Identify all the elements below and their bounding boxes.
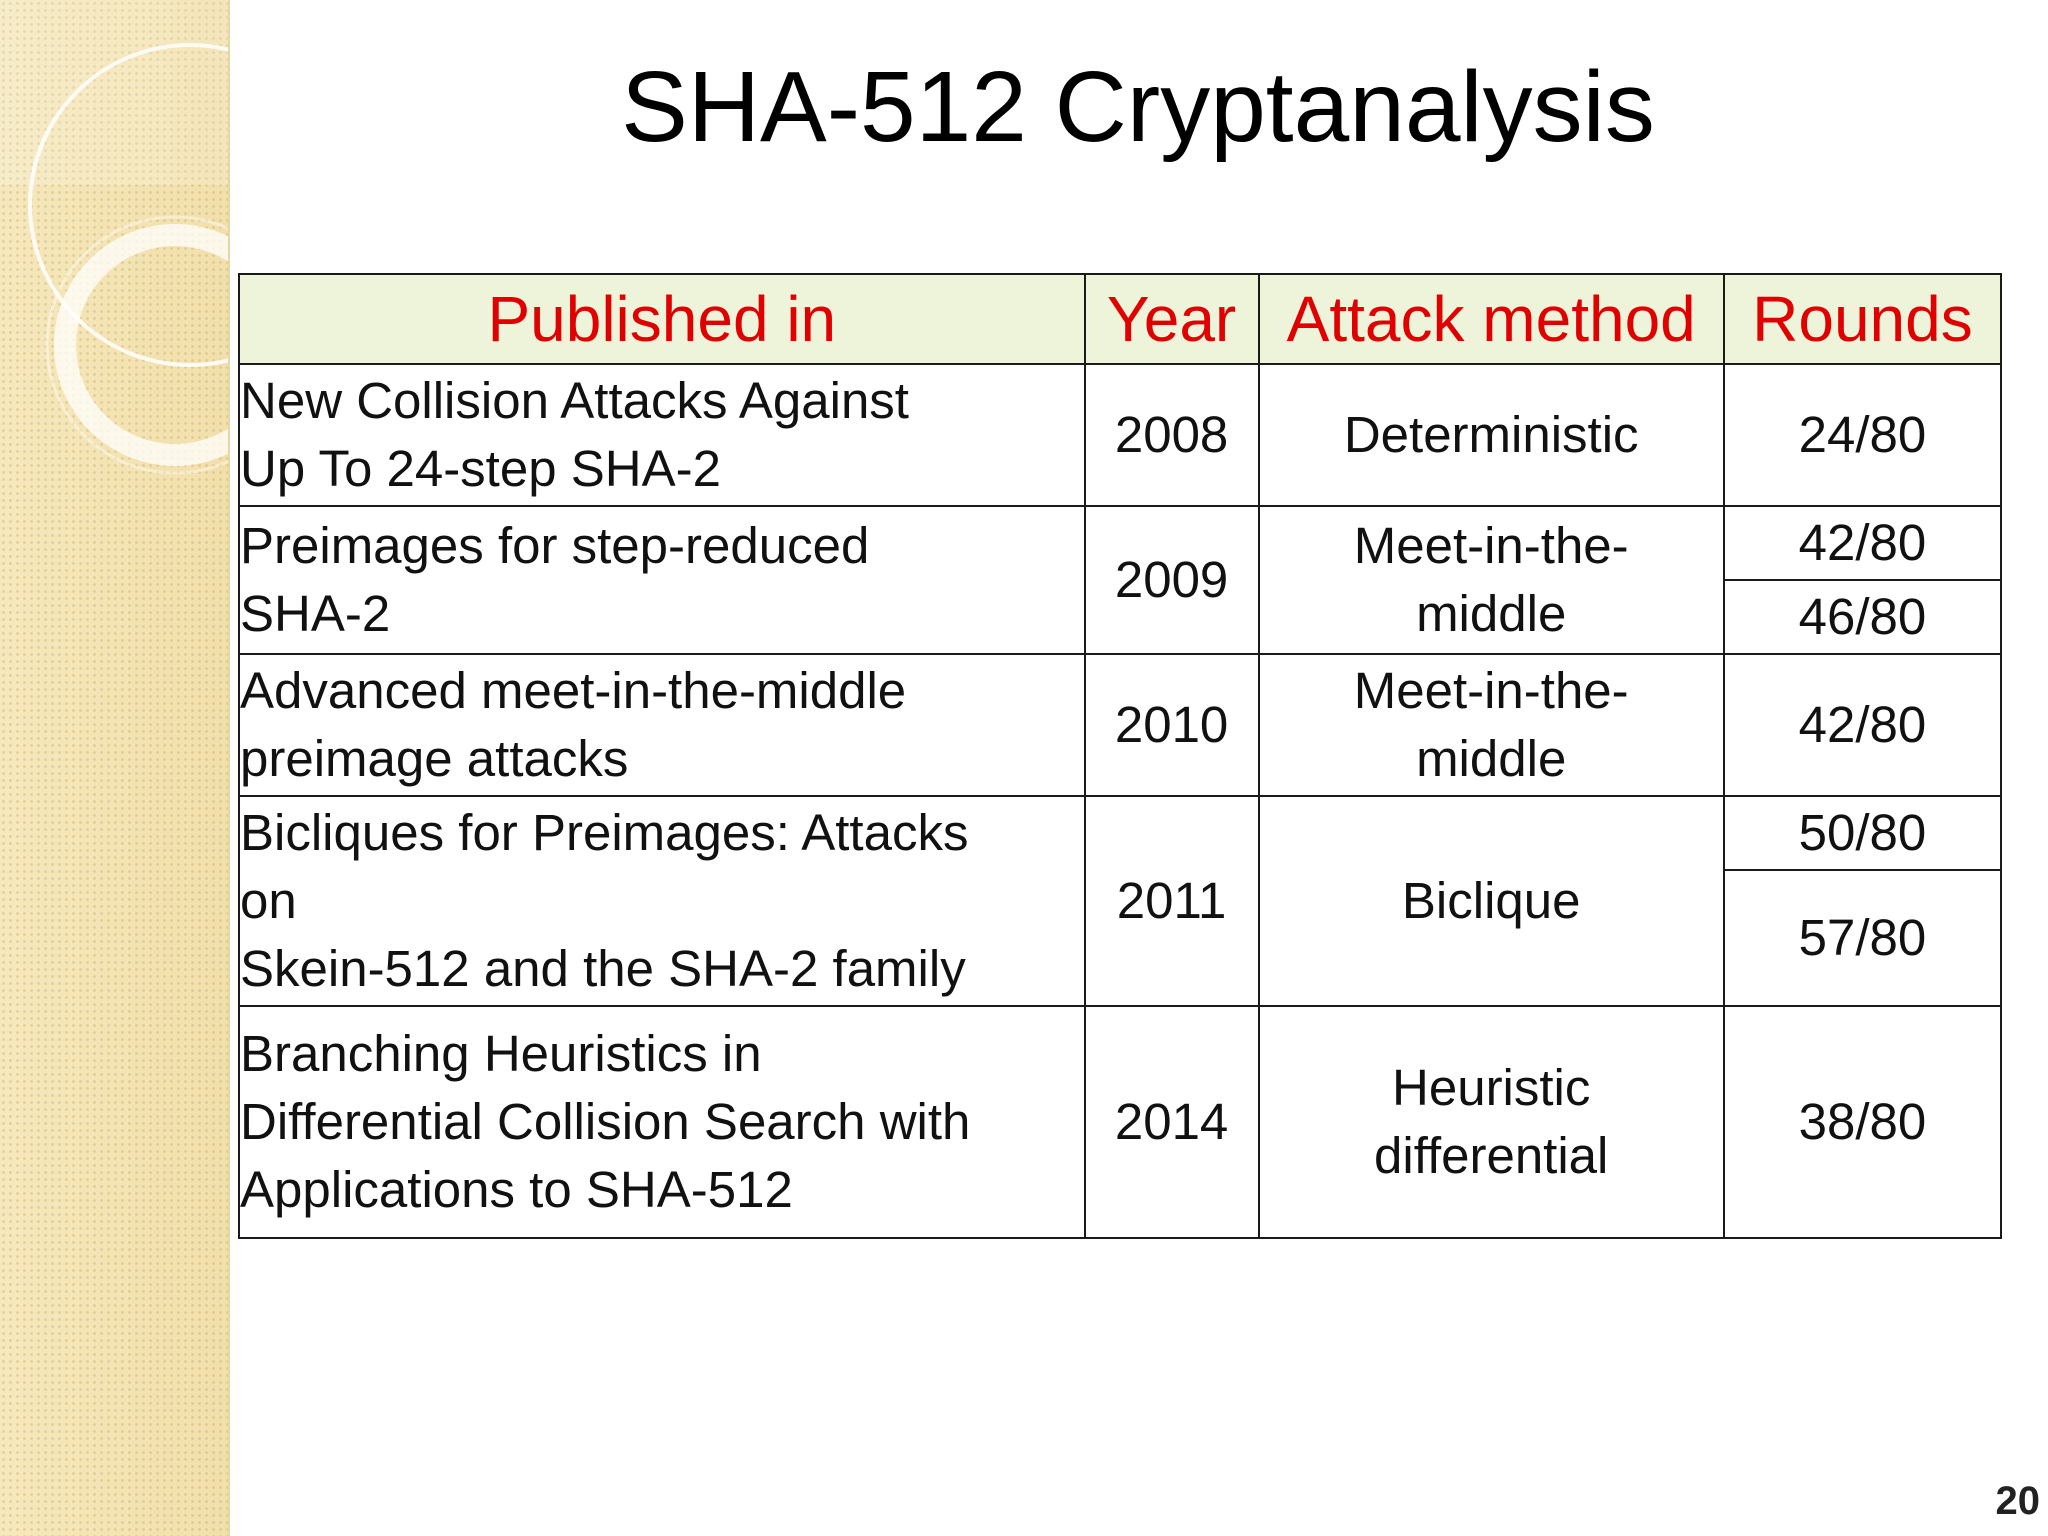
attack-method-cell <box>1259 506 1724 654</box>
rounds-cell: 57/80 <box>1724 870 2001 1006</box>
year-cell: 2008 <box>1085 364 1259 506</box>
published-in-cell <box>239 796 1085 1006</box>
published-in-line: preimage attacks <box>240 730 629 787</box>
published-in-line: New Collision Attacks Against <box>240 371 909 429</box>
published-in-cell <box>239 506 1085 654</box>
attack-method-line: middle <box>1416 730 1567 787</box>
header-attack-method: Attack method <box>1259 274 1724 364</box>
year-cell: 2009 <box>1085 506 1259 654</box>
header-rounds: Rounds <box>1724 274 2001 364</box>
published-in-cell <box>239 654 1085 796</box>
table-row <box>239 1006 2001 1238</box>
attack-method-line: Meet-in-the- <box>1353 516 1629 574</box>
table-header-row <box>239 274 2001 364</box>
table-row <box>239 796 2001 870</box>
attack-method-line: Biclique <box>1401 871 1581 929</box>
year-cell: 2010 <box>1085 654 1259 796</box>
table-row <box>239 506 2001 580</box>
published-in-line: SHA-2 <box>240 585 391 642</box>
published-in-line: Up To 24-step SHA-2 <box>240 440 721 497</box>
attack-method-line: middle <box>1416 585 1567 642</box>
attack-method-cell <box>1259 796 1724 1006</box>
attack-method-line: Meet-in-the- <box>1353 661 1629 719</box>
attack-method-line: differential <box>1374 1127 1609 1184</box>
year-cell: 2014 <box>1085 1006 1259 1238</box>
rounds-cell: 42/80 <box>1724 506 2001 580</box>
slide-title: SHA-512 Cryptanalysis <box>621 51 1655 163</box>
rounds-cell: 50/80 <box>1724 796 2001 870</box>
published-in-line: Differential Collision Search with <box>240 1092 971 1150</box>
attack-method-cell <box>1259 364 1724 506</box>
published-in-line: Advanced meet-in-the-middle <box>240 661 907 719</box>
header-year: Year <box>1085 274 1259 364</box>
rounds-cell: 24/80 <box>1724 364 2001 506</box>
decorative-rings-graphic <box>0 0 228 1536</box>
rounds-cell: 46/80 <box>1724 580 2001 654</box>
published-in-cell <box>239 364 1085 506</box>
published-in-line: Applications to SHA-512 <box>240 1161 793 1219</box>
cryptanalysis-table <box>238 273 2002 1239</box>
published-in-line: Preimages for step-reduced <box>240 516 870 574</box>
published-in-line: Bicliques for Preimages: Attacks <box>240 803 969 861</box>
page-number: 20 <box>1995 1479 2040 1523</box>
rounds-cell: 42/80 <box>1724 654 2001 796</box>
attack-method-line: Heuristic <box>1392 1058 1591 1116</box>
header-published-in: Published in <box>239 274 1085 364</box>
table-row <box>239 364 2001 506</box>
table-row <box>239 654 2001 796</box>
published-in-line: Branching Heuristics in <box>240 1024 762 1082</box>
attack-method-cell <box>1259 654 1724 796</box>
rounds-cell: 38/80 <box>1724 1006 2001 1238</box>
published-in-cell <box>239 1006 1085 1238</box>
year-cell: 2011 <box>1085 796 1259 1006</box>
published-in-line: on <box>240 871 297 929</box>
attack-method-line: Deterministic <box>1343 405 1639 463</box>
published-in-line: Skein-512 and the SHA-2 family <box>240 940 966 998</box>
decorative-sidebar <box>0 0 230 1536</box>
attack-method-cell <box>1259 1006 1724 1238</box>
